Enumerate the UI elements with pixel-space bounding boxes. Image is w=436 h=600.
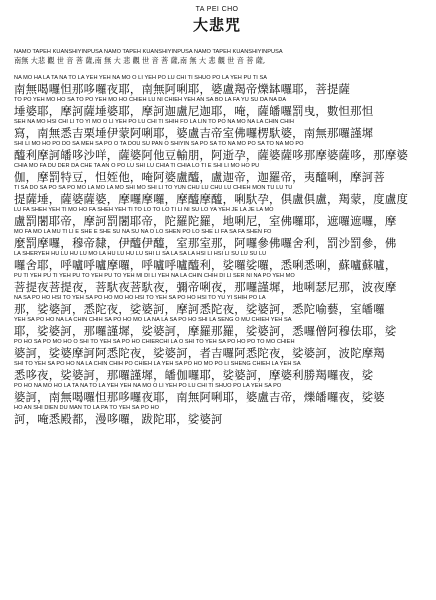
chinese-line: 那，娑婆訶，悉陀夜，娑婆訶，摩訶悉陀夜，娑婆訶，悉陀喻藝，室皤囉 [14,302,385,316]
mantra-row [14,229,420,250]
chinese-line: 南無喝囉怛那哆囉夜耶，南無阿唎耶，婆盧羯帝爍缽囉耶，菩提薩 [14,82,351,96]
romanization-line: YEH SA PO HO NA LA CHIN CHIH SA PO HO MO LA NA LA SA PO HO SHI LA SENG O MU CHIEH YEH SA [14,317,292,323]
mantra-row [14,317,420,338]
chinese-line: 伽，摩罰特豆，怛姪他，唵阿婆盧醯，盧迦帝，迦羅帝，夷醯唎，摩訶菩 [14,170,385,184]
mantra-row [14,273,420,294]
romanization-line: HO AN SHI DIEN DU MAN TO LA PA TO YEH SA PO HO [14,405,159,411]
chinese-line: 埵婆耶，摩訶薩埵婆耶，摩訶迦盧尼迦耶，唵，薩皤囉罰曳，數怛那怛 [14,104,374,118]
intro-romanization: NAMO TAPEH KUANSHIYINPUSA NAMO TAPEH KUANSHIYINPUSA NAMO TAPEH KUANSHIYINPUSA [14,49,283,55]
mantra-row [14,75,420,96]
romanization-line: MO FA MO LA MU TI LI E SHE E SHE SU NA SU NA O LO SHEN PO LO SHE LI FA SA FA SHEN FO [14,229,272,235]
mantra-row [14,383,420,404]
chinese-line: 婆訶，南無喝囉怛那哆囉夜耶，南無阿唎耶，婆盧吉帝，爍皤囉夜，娑婆 [14,390,385,404]
romanization-line: PU TI YEH PU TI YEH PU TO YEH PU TO YEH MI DI LI YEH NA LA CHIN CHIH DI LI SER NI NA PO YEH MO [14,273,295,279]
chinese-line: 提薩埵，薩婆薩婆，摩囉摩囉，摩醯摩醯，唎馱孕，俱盧俱盧，羯蒙，度盧度 [14,192,409,206]
mantra-row [14,163,420,184]
chinese-line: 麼罰摩囉，穆帝隸，伊醯伊醯，室那室那，阿囉參佛囉舍利，罰沙罰參，佛 [14,236,397,250]
romanization-line: LU FA SHEH YEH TI MO HO FA SHEH YEH TI TO LO TO LO TI LI NI SU LO YA YEH JE LA JE LA MO [14,207,274,213]
chinese-line: 醯利摩訶皤哆沙咩，薩婆阿他豆輸朋，阿逝孕，薩婆薩哆那摩婆薩哆，那摩婆 [14,148,409,162]
mantra-body [14,75,420,426]
chinese-line: 菩提夜菩提夜，菩馱夜菩馱夜，彌帝唎夜，那囉謹墀，地唎瑟尼那，波夜摩 [14,280,397,294]
romanization-line: PO HO SA PO MO HO O SHI TO YEH SA PO HO CHIERCHI LA O SHI TO YEH SA PO HO PO TO MO CHIEH [14,339,295,345]
romanization-line: NA MO HA LA TA NA TO LA YEH YEH NA MO O LI YEH PO LU CHI TI SHUO PO LA YEH PU TI SA [14,75,268,81]
chinese-line: 婆訶，娑婆摩訶阿悉陀夜，娑婆訶，者吉囉阿悉陀夜，娑婆訶，波陀摩羯 [14,346,385,360]
mantra-row [14,295,420,316]
chinese-line: 盧罰闍耶帝，摩訶罰闍耶帝，陀羅陀羅，地唎尼，室佛囉耶，遮囉遮囉，摩 [14,214,397,228]
romanization-line: TO PO YEH MO HO SA TO PO YEH MO HO CHIEH LU NI CHIEH YEH AN SA BO LA FA YU SU DA NA DA [14,97,287,103]
romanization-line: NA SA PO HO HSI TO YEH SA PO HO MO HO HSI TO YEH SA PO HO HSI TO YU YI SHIH PO LA [14,295,266,301]
romanization-line: TI SA DO SA PO SA PO MO LA MO LA MO SHI MO SHI LI TO YUN CHU LU CHU LU CHIEH MON TU LU TU [14,185,293,191]
chinese-line: 耶，娑婆訶，那囉謹墀，娑婆訶，摩羅那羅，娑婆訶，悉囉僧阿穆佉耶，娑 [14,324,397,338]
romanization-line: SHI TO YEH SA PO HO NA LA CHIN CHIH PO CHIEH LA YEH SA PO HO MO PO LI SHENG CHIEH LA YEH SA [14,361,301,367]
chinese-line: 訶，唵悉殿都，漫哆囉，跋陀耶，娑婆訶 [14,412,223,426]
mantra-row [14,251,420,272]
mantra-row [14,207,420,228]
mantra-row [14,339,420,360]
mantra-row [14,361,420,382]
mantra-row [14,141,420,162]
chinese-line: 寫，南無悉吉栗埵伊蒙阿唎耶，婆盧吉帝室佛囉楞馱婆，南無那囉謹墀 [14,126,374,140]
romanization-line: SHI LI MO HO PO DO SA MEH SA PO O TA DOU SU PAN O SHIYIN SA PO SA TO NA MO PO SA TO NA MO PO [14,141,304,147]
document-title: 大悲咒 [192,16,241,34]
romanized-title: TA PEI CHO [195,6,239,13]
header [14,6,420,35]
chinese-line: 囉舍耶，呼嚧呼嚧摩囉，呼嚧呼嚧醯利，娑囉娑囉，悉唎悉唎，蘇嚧蘇嚧， [14,258,397,272]
mantra-row [14,405,420,426]
mantra-row [14,119,420,140]
mantra-row [14,185,420,206]
romanization-line: LA SHERYEH HU LU HU LU MO LA HU LU HU LU SHI LI SA LA SA LA HSI LI HSI LI SU LU SU LU [14,251,267,257]
intro-block [14,49,420,65]
romanization-line: CHIA MO FA DU DER DA CHE TA AN O PO LU SHI LU CHIA TI CHIA LO TI E SHI LI MO HO PU [14,163,260,169]
chinese-line: 悉哆夜，娑婆訶，那囉謹墀，皤伽囉耶，娑婆訶，摩婆利勝羯囉夜，娑 [14,368,374,382]
intro-chinese: 南無 大悲 觀 世 音 菩 薩,南 無 大 悲 觀 世 音 菩 薩,南 無 大 悲 觀 世 音 菩 薩, [14,56,266,65]
romanization-line: PO HO NA MO HO LA TA NA TO LA YEH YEH NA MO O LI YEH PO LU CHI TI SHUO PO LA YEH SA PO [14,383,282,389]
mantra-row [14,97,420,118]
romanization-line: SEH NA MO HSI CHI LI TO YI MO O LI YEH PO LU CHI TI SHIH FO LA LIN TO PO NA MO NA LA CHIN CHIH [14,119,295,125]
